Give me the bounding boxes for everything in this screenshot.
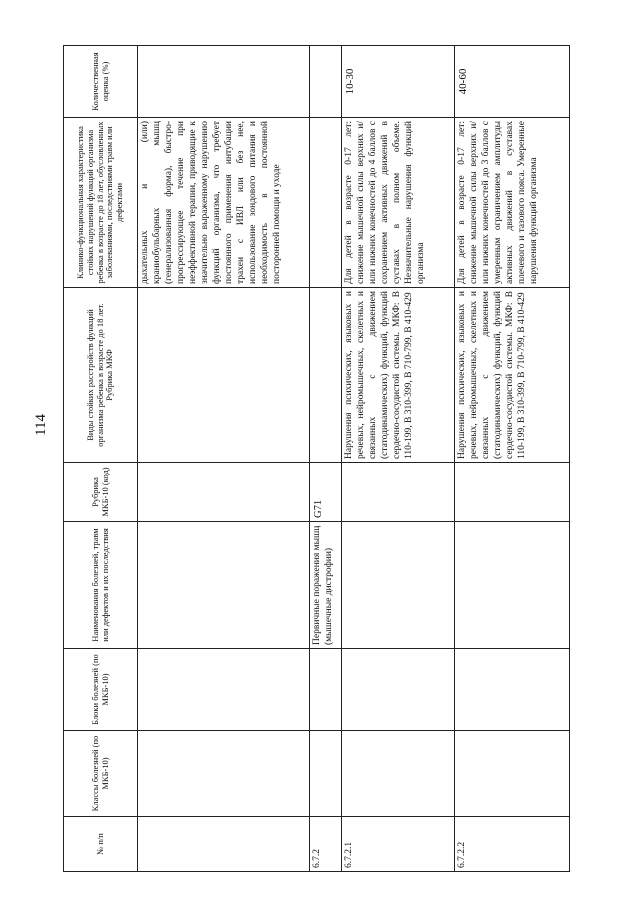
disability-criteria-table xyxy=(63,45,570,872)
table-row xyxy=(310,46,342,872)
cell-number: 6.7.2.2 xyxy=(455,817,570,872)
cell-code xyxy=(455,463,570,522)
cell-block xyxy=(342,649,455,731)
cell-score: 10-30 xyxy=(342,46,455,118)
cell-block xyxy=(310,649,342,731)
header-disorder-types: Виды стойких расстройств функций организма ребенка в возрасте до 18 лет. Рубрика МКФ xyxy=(64,288,138,463)
table-row xyxy=(455,46,570,872)
cell-number: 6.7.2 xyxy=(310,817,342,872)
cell-clinical xyxy=(310,118,342,288)
rotated-table-wrapper xyxy=(63,46,569,872)
cell-disorders xyxy=(138,288,310,463)
table-row xyxy=(138,46,310,872)
cell-disorders xyxy=(310,288,342,463)
cell-class xyxy=(342,731,455,817)
cell-class xyxy=(310,731,342,817)
cell-code xyxy=(138,463,310,522)
cell-class xyxy=(138,731,310,817)
cell-code xyxy=(342,463,455,522)
header-icd-code: Рубрика МКБ-10 (код) xyxy=(64,463,138,522)
cell-name: Первичные поражения мышц (мышечные дистрофии) xyxy=(310,522,342,649)
cell-score xyxy=(138,46,310,118)
cell-name xyxy=(455,522,570,649)
cell-block xyxy=(138,649,310,731)
header-disease-blocks: Блоки болезней (по МКБ-10) xyxy=(64,649,138,731)
cell-number xyxy=(138,817,310,872)
table-header-row xyxy=(64,46,138,872)
table-row xyxy=(342,46,455,872)
header-disease-classes: Классы болезней (по МКБ-10) xyxy=(64,731,138,817)
cell-clinical: Для детей в возрасте 0-17 лет: снижение мышечной силы верхних и/или нижних конечностей до 4 баллов с сохранением активных движений в суставах в полном объеме. Незначительные нарушения функций организма xyxy=(342,118,455,288)
page-number: 114 xyxy=(33,414,49,436)
cell-disorders: Нарушения психических, языковых и речевых, нейромышечных, скелетных и связанных с движением (статодинамических) функций, функций сердечно-сосудистой системы. МКФ: В 110-199, В 310-399, В 710-799, В 410-429 xyxy=(455,288,570,463)
cell-class xyxy=(455,731,570,817)
header-quantitative-score: Количественная оценка (%) xyxy=(64,46,138,118)
header-number: № п/п xyxy=(64,817,138,872)
cell-code: G71 xyxy=(310,463,342,522)
cell-number: 6.7.2.1 xyxy=(342,817,455,872)
cell-disorders: Нарушения психических, языковых и речевых, нейромышечных, скелетных и связанных с движением (статодинамических) функций, функций сердечно-сосудистой системы. МКФ: В 110-199, В 310-399, В 710-799, В 410-429 xyxy=(342,288,455,463)
cell-block xyxy=(455,649,570,731)
header-disease-names: Наименования болезней, травм или дефектов и их последствия xyxy=(64,522,138,649)
cell-clinical: дыхательных и (или) краниобульбарных мышц (генерализованная форма), быстро-прогрессирующее течение при неэффективной терапии, приводящие к значительно выраженному нарушению функций организма, что требует постоянного применения интубации трахеи с ИВЛ или без нее, использование зондового питания и необходимость в постоянной посторонней помощи и уходе xyxy=(138,118,310,288)
cell-score: 40-60 xyxy=(455,46,570,118)
cell-score xyxy=(310,46,342,118)
header-clinical-characteristics: Клинико-функциональная характеристика стойких нарушений функций организма ребенка в возрасте до 18 лет, обусловленных заболеваниями, последствиями травм или дефектами xyxy=(64,118,138,288)
cell-name xyxy=(138,522,310,649)
cell-clinical: Для детей в возрасте 0-17 лет: снижение мышечной силы верхних и/или нижних конечностей до 3 баллов с умеренным ограничением амплитуды активных движений в суставах плечевого и тазового пояса. Умеренные нарушения функций организма xyxy=(455,118,570,288)
cell-name xyxy=(342,522,455,649)
